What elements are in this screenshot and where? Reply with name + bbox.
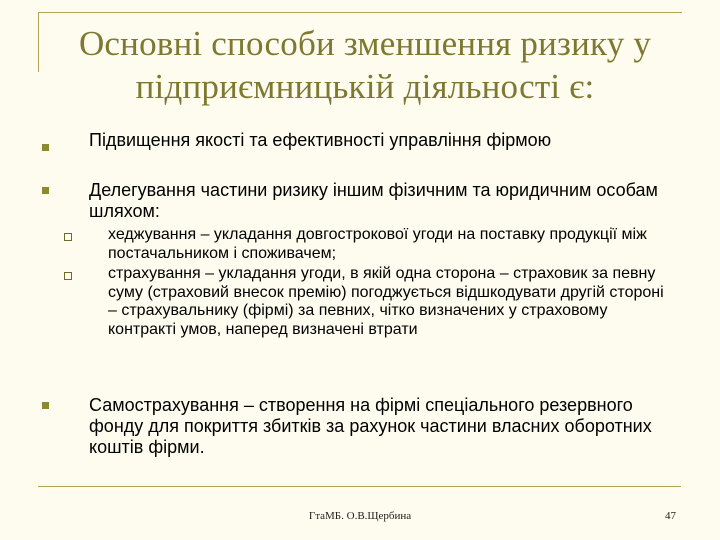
bullet-item-3: Самострахування – створення на фірмі спеціального резервного фонду для покриття збитків за рахунок частини власних оборотних коштів фірми. [89,395,652,457]
page-number: 47 [665,510,676,522]
top-border-line [38,12,682,13]
footer-author: ГтаМБ. О.В.Щербина [308,510,412,522]
left-border-line [38,12,39,72]
sub-bullet-item-1: хеджування – укладання довгострокової угоди на поставку продукції між постачальником і споживачем; [108,226,647,262]
bullet-square-icon [42,187,49,194]
bullet-item-1: Підвищення якості та ефективності управління фірмою [89,130,552,150]
bullet-item-2: Делегування частини ризику іншим фізичним та юридичним особам шляхом: [89,180,658,221]
sub-bullet-checkbox-icon [64,272,72,280]
bullet-square-icon [42,402,49,409]
sub-bullet-checkbox-icon [64,233,72,241]
sub-bullet-item-2: страхування – укладання угоди, в якій одна сторона – страховик за певну суму (страховий внесок премію) погоджується відшкодувати другій стороні – страхувальнику (фірмі) за певних, чітко визначених у страховому контракті умов, наперед визначені втрати [108,265,664,338]
bullet-square-icon [42,144,49,151]
footer-divider [38,486,681,487]
slide-title: Основні способи зменшення ризику у підприємницькій діяльності є: [78,24,652,106]
